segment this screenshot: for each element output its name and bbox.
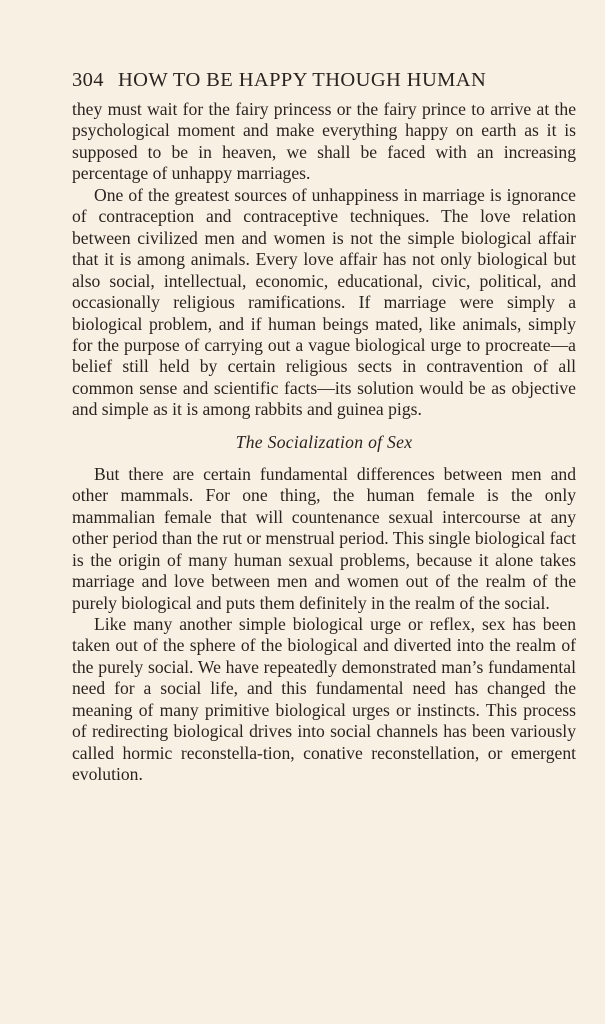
body-paragraph-1: they must wait for the fairy princess or the fairy prince to arrive at the psychological moment and make everything happy on earth as it is supposed to be in heaven, we shall be faced with an increasing percentage of unhappy marriages. [72, 99, 576, 184]
running-head [72, 66, 576, 94]
body-paragraph-2: One of the greatest sources of unhappiness in marriage is ignorance of contraception and contraceptive techniques. The love relation between civilized men and women is not the simple biological affair that it is among animals. Every love affair has not only biological but also social, intellectual, economic, educational, civic, political, and occasionally religious ramifications. If marriage were simply a biological problem, and if human beings mated, like animals, simply for the purpose of carrying out a vague biological urge to procreate—a belief still held by certain religious sects in contravention of all common sense and scientific facts—its solution would be as objective and simple as it is among rabbits and guinea pigs. [72, 184, 576, 420]
section-heading: The Socialization of Sex [235, 431, 413, 452]
page-number: 304 [72, 69, 104, 91]
body-paragraph-3: But there are certain fundamental differences between men and other mammals. For one thing, the human female is the only mammalian female that will countenance sexual intercourse at any other period than the rut or menstrual period. This single biological fact is the origin of many human sexual problems, because it alone takes marriage and love between men and women out of the realm of the purely biological and puts them definitely in the realm of the social. [72, 463, 576, 613]
body-paragraph-4: Like many another simple biological urge or reflex, sex has been taken out of the sphere of the biological and diverted into the realm of the purely social. We have repeatedly demonstrated man’s fundamental need for a social life, and this fundamental need has changed the meaning of many primitive biological urges or instincts. This process of redirecting biological drives into social channels has been variously called hormic reconstella-tion, conative reconstellation, or emergent evolution. [72, 613, 576, 785]
running-title: HOW TO BE HAPPY THOUGH HUMAN [117, 69, 487, 91]
